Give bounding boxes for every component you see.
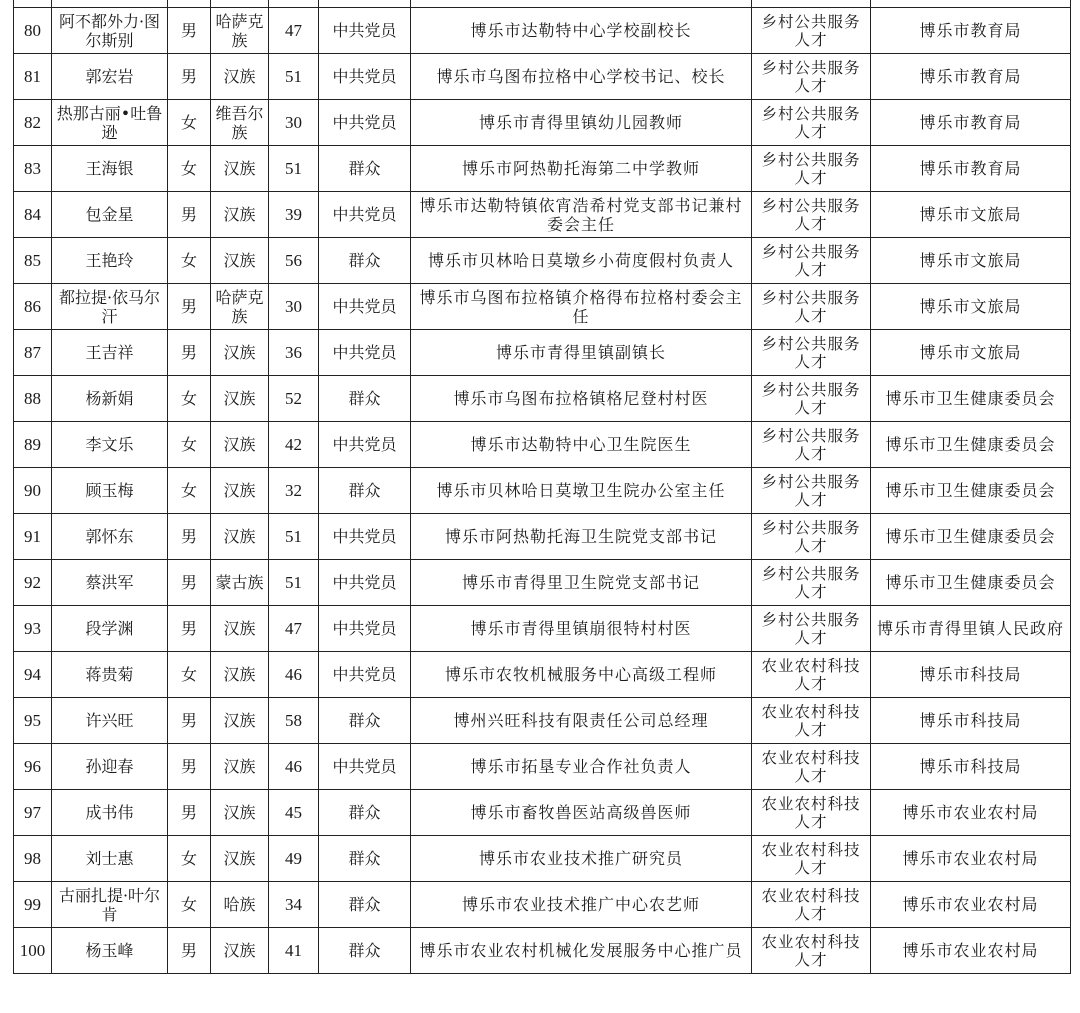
- ethnicity-cell: 汉族: [211, 238, 269, 284]
- position-cell: 博乐市农业技术推广研究员: [411, 836, 752, 882]
- recommending-unit-cell: 博乐市文旅局: [871, 192, 1071, 238]
- age-cell: 51: [269, 514, 319, 560]
- position-cell: 博乐市青得里镇副镇长: [411, 330, 752, 376]
- age-cell: 51: [269, 146, 319, 192]
- ethnicity-cell: 汉族: [211, 330, 269, 376]
- political-status-cell: 群众: [319, 468, 411, 514]
- political-status-cell: 中共党员: [319, 560, 411, 606]
- talent-category-cell: 农业农村科技人才: [752, 698, 871, 744]
- name-cell: 包金星: [52, 192, 168, 238]
- gender-cell: 男: [168, 192, 211, 238]
- gender-cell: 女: [168, 376, 211, 422]
- name-cell: 李文乐: [52, 422, 168, 468]
- position-cell: 博乐市贝林哈日莫墩乡小荷度假村负责人: [411, 238, 752, 284]
- name-cell: 蒋贵菊: [52, 652, 168, 698]
- row-number-cell: 91: [14, 514, 52, 560]
- ethnicity-cell: 蒙古族: [211, 560, 269, 606]
- talent-category-cell: 乡村公共服务人才: [752, 330, 871, 376]
- ethnicity-cell: 汉族: [211, 514, 269, 560]
- table-row: [14, 882, 1071, 928]
- age-cell: 42: [269, 422, 319, 468]
- name-cell: 成书伟: [52, 790, 168, 836]
- position-cell: 博乐市达勒特中心卫生院医生: [411, 422, 752, 468]
- name-cell: 古丽扎提·叶尔肯: [52, 882, 168, 928]
- table-row: [14, 238, 1071, 284]
- ethnicity-cell: 汉族: [211, 606, 269, 652]
- age-cell: 45: [269, 790, 319, 836]
- name-cell: 王艳玲: [52, 238, 168, 284]
- gender-cell: 女: [168, 836, 211, 882]
- talent-category-cell: 乡村公共服务人才: [752, 284, 871, 330]
- age-cell: 47: [269, 8, 319, 54]
- recommending-unit-cell: 博乐市卫生健康委员会: [871, 514, 1071, 560]
- age-cell: 58: [269, 698, 319, 744]
- table-row-partial: [14, 0, 1071, 8]
- age-cell: 36: [269, 330, 319, 376]
- political-status-cell: 群众: [319, 836, 411, 882]
- table-row: [14, 606, 1071, 652]
- gender-cell: 女: [168, 146, 211, 192]
- political-status-cell: 中共党员: [319, 8, 411, 54]
- name-cell: 热那古丽•吐鲁逊: [52, 100, 168, 146]
- gender-cell: 男: [168, 560, 211, 606]
- row-number-cell: 81: [14, 54, 52, 100]
- ethnicity-cell: 汉族: [211, 376, 269, 422]
- position-cell: 博乐市畜牧兽医站高级兽医师: [411, 790, 752, 836]
- recommending-unit-cell: 博乐市卫生健康委员会: [871, 560, 1071, 606]
- recommending-unit-cell: 博乐市农业农村局: [871, 790, 1071, 836]
- political-status-cell: 中共党员: [319, 422, 411, 468]
- gender-cell: 男: [168, 790, 211, 836]
- row-number-cell: 82: [14, 100, 52, 146]
- political-status-cell: 群众: [319, 238, 411, 284]
- talent-category-cell: 农业农村科技人才: [752, 928, 871, 974]
- row-number-cell: 88: [14, 376, 52, 422]
- recommending-unit-cell: 博乐市农业农村局: [871, 836, 1071, 882]
- row-number-cell: 89: [14, 422, 52, 468]
- position-cell: 博乐市农业农村机械化发展服务中心推广员: [411, 928, 752, 974]
- position-cell: 博乐市农业技术推广中心农艺师: [411, 882, 752, 928]
- position-cell: 博州兴旺科技有限责任公司总经理: [411, 698, 752, 744]
- position-cell: 博乐市阿热勒托海第二中学教师: [411, 146, 752, 192]
- position-cell: 博乐市贝林哈日莫墩卫生院办公室主任: [411, 468, 752, 514]
- gender-cell: 女: [168, 422, 211, 468]
- gender-cell: 女: [168, 652, 211, 698]
- table-row: [14, 514, 1071, 560]
- gender-cell: 男: [168, 698, 211, 744]
- ethnicity-cell: 哈萨克族: [211, 8, 269, 54]
- position-cell: 博乐市拓垦专业合作社负责人: [411, 744, 752, 790]
- recommending-unit-cell: 博乐市教育局: [871, 54, 1071, 100]
- recommending-unit-cell: 博乐市教育局: [871, 146, 1071, 192]
- row-number-cell: 100: [14, 928, 52, 974]
- gender-cell: 女: [168, 468, 211, 514]
- ethnicity-cell: 汉族: [211, 698, 269, 744]
- name-cell: 孙迎春: [52, 744, 168, 790]
- age-cell: 46: [269, 744, 319, 790]
- age-cell: 30: [269, 284, 319, 330]
- talent-category-cell: 乡村公共服务人才: [752, 54, 871, 100]
- talent-category-cell: 农业农村科技人才: [752, 836, 871, 882]
- table-row: [14, 422, 1071, 468]
- position-cell: 博乐市乌图布拉格中心学校书记、校长: [411, 54, 752, 100]
- table-row: [14, 192, 1071, 238]
- age-cell: 49: [269, 836, 319, 882]
- row-number-cell: 99: [14, 882, 52, 928]
- political-status-cell: 群众: [319, 928, 411, 974]
- name-cell: 刘士惠: [52, 836, 168, 882]
- position-cell: 博乐市阿热勒托海卫生院党支部书记: [411, 514, 752, 560]
- recommending-unit-cell: 博乐市教育局: [871, 100, 1071, 146]
- talent-list-table: [13, 0, 1071, 974]
- row-number-cell: 98: [14, 836, 52, 882]
- position-cell: 博乐市青得里镇崩很特村村医: [411, 606, 752, 652]
- recommending-unit-cell: 博乐市农业农村局: [871, 882, 1071, 928]
- ethnicity-cell: 汉族: [211, 192, 269, 238]
- recommending-unit-cell: 博乐市文旅局: [871, 284, 1071, 330]
- talent-category-cell: 农业农村科技人才: [752, 744, 871, 790]
- political-status-cell: 中共党员: [319, 514, 411, 560]
- recommending-unit-cell: 博乐市卫生健康委员会: [871, 422, 1071, 468]
- talent-category-cell: 乡村公共服务人才: [752, 146, 871, 192]
- position-cell: 博乐市达勒特中心学校副校长: [411, 8, 752, 54]
- age-cell: 52: [269, 376, 319, 422]
- row-number-cell: 96: [14, 744, 52, 790]
- political-status-cell: 群众: [319, 790, 411, 836]
- position-cell: 博乐市达勒特镇依宵浩希村党支部书记兼村委会主任: [411, 192, 752, 238]
- age-cell: 46: [269, 652, 319, 698]
- talent-category-cell: 乡村公共服务人才: [752, 192, 871, 238]
- gender-cell: 女: [168, 238, 211, 284]
- table-row: [14, 376, 1071, 422]
- talent-category-cell: 乡村公共服务人才: [752, 514, 871, 560]
- recommending-unit-cell: 博乐市农业农村局: [871, 928, 1071, 974]
- name-cell: 杨玉峰: [52, 928, 168, 974]
- age-cell: 34: [269, 882, 319, 928]
- row-number-cell: 83: [14, 146, 52, 192]
- ethnicity-cell: 汉族: [211, 928, 269, 974]
- political-status-cell: 群众: [319, 146, 411, 192]
- political-status-cell: 中共党员: [319, 192, 411, 238]
- ethnicity-cell: 汉族: [211, 744, 269, 790]
- row-number-cell: 84: [14, 192, 52, 238]
- table-row: [14, 146, 1071, 192]
- political-status-cell: 中共党员: [319, 606, 411, 652]
- table-row: [14, 698, 1071, 744]
- position-cell: 博乐市农牧机械服务中心高级工程师: [411, 652, 752, 698]
- political-status-cell: 群众: [319, 376, 411, 422]
- talent-category-cell: 农业农村科技人才: [752, 882, 871, 928]
- name-cell: 郭宏岩: [52, 54, 168, 100]
- recommending-unit-cell: 博乐市文旅局: [871, 238, 1071, 284]
- name-cell: 蔡洪军: [52, 560, 168, 606]
- political-status-cell: 中共党员: [319, 652, 411, 698]
- talent-category-cell: 乡村公共服务人才: [752, 560, 871, 606]
- recommending-unit-cell: 博乐市青得里镇人民政府: [871, 606, 1071, 652]
- recommending-unit-cell: 博乐市卫生健康委员会: [871, 376, 1071, 422]
- political-status-cell: 群众: [319, 698, 411, 744]
- political-status-cell: 中共党员: [319, 100, 411, 146]
- recommending-unit-cell: 博乐市卫生健康委员会: [871, 468, 1071, 514]
- row-number-cell: 92: [14, 560, 52, 606]
- name-cell: 都拉提·依马尔汗: [52, 284, 168, 330]
- table-row: [14, 100, 1071, 146]
- row-number-cell: 93: [14, 606, 52, 652]
- gender-cell: 女: [168, 100, 211, 146]
- table-row: [14, 836, 1071, 882]
- row-number-cell: 90: [14, 468, 52, 514]
- gender-cell: 男: [168, 330, 211, 376]
- ethnicity-cell: 汉族: [211, 790, 269, 836]
- talent-category-cell: 乡村公共服务人才: [752, 468, 871, 514]
- age-cell: 41: [269, 928, 319, 974]
- row-number-cell: 85: [14, 238, 52, 284]
- ethnicity-cell: 哈族: [211, 882, 269, 928]
- position-cell: 博乐市乌图布拉格镇介格得布拉格村委会主任: [411, 284, 752, 330]
- name-cell: 杨新娟: [52, 376, 168, 422]
- age-cell: 56: [269, 238, 319, 284]
- table-row: [14, 8, 1071, 54]
- age-cell: 30: [269, 100, 319, 146]
- name-cell: 王吉祥: [52, 330, 168, 376]
- row-number-cell: 94: [14, 652, 52, 698]
- name-cell: 阿不都外力·图尔斯别: [52, 8, 168, 54]
- name-cell: 顾玉梅: [52, 468, 168, 514]
- table-row: [14, 330, 1071, 376]
- gender-cell: 男: [168, 928, 211, 974]
- recommending-unit-cell: 博乐市科技局: [871, 744, 1071, 790]
- ethnicity-cell: 汉族: [211, 652, 269, 698]
- row-number-cell: 97: [14, 790, 52, 836]
- table-row: [14, 928, 1071, 974]
- talent-category-cell: 乡村公共服务人才: [752, 238, 871, 284]
- row-number-cell: 87: [14, 330, 52, 376]
- age-cell: 51: [269, 54, 319, 100]
- ethnicity-cell: 汉族: [211, 422, 269, 468]
- talent-category-cell: 乡村公共服务人才: [752, 376, 871, 422]
- table-row: [14, 468, 1071, 514]
- gender-cell: 男: [168, 514, 211, 560]
- gender-cell: 男: [168, 284, 211, 330]
- age-cell: 51: [269, 560, 319, 606]
- talent-category-cell: 乡村公共服务人才: [752, 8, 871, 54]
- gender-cell: 男: [168, 744, 211, 790]
- age-cell: 32: [269, 468, 319, 514]
- political-status-cell: 中共党员: [319, 744, 411, 790]
- position-cell: 博乐市青得里卫生院党支部书记: [411, 560, 752, 606]
- row-number-cell: 86: [14, 284, 52, 330]
- table-row: [14, 560, 1071, 606]
- gender-cell: 男: [168, 8, 211, 54]
- talent-category-cell: 乡村公共服务人才: [752, 100, 871, 146]
- row-number-cell: 95: [14, 698, 52, 744]
- age-cell: 39: [269, 192, 319, 238]
- ethnicity-cell: 汉族: [211, 146, 269, 192]
- table-row: [14, 790, 1071, 836]
- name-cell: 许兴旺: [52, 698, 168, 744]
- ethnicity-cell: 汉族: [211, 54, 269, 100]
- name-cell: 王海银: [52, 146, 168, 192]
- political-status-cell: 中共党员: [319, 284, 411, 330]
- name-cell: 段学渊: [52, 606, 168, 652]
- talent-category-cell: 农业农村科技人才: [752, 652, 871, 698]
- recommending-unit-cell: 博乐市文旅局: [871, 330, 1071, 376]
- ethnicity-cell: 哈萨克族: [211, 284, 269, 330]
- name-cell: 郭怀东: [52, 514, 168, 560]
- talent-category-cell: 农业农村科技人才: [752, 790, 871, 836]
- gender-cell: 男: [168, 54, 211, 100]
- recommending-unit-cell: 博乐市教育局: [871, 8, 1071, 54]
- gender-cell: 女: [168, 882, 211, 928]
- political-status-cell: 中共党员: [319, 54, 411, 100]
- recommending-unit-cell: 博乐市科技局: [871, 698, 1071, 744]
- talent-category-cell: 乡村公共服务人才: [752, 606, 871, 652]
- table-row: [14, 652, 1071, 698]
- political-status-cell: 中共党员: [319, 330, 411, 376]
- table-row: [14, 744, 1071, 790]
- ethnicity-cell: 维吾尔族: [211, 100, 269, 146]
- position-cell: 博乐市乌图布拉格镇格尼登村村医: [411, 376, 752, 422]
- political-status-cell: 群众: [319, 882, 411, 928]
- age-cell: 47: [269, 606, 319, 652]
- gender-cell: 男: [168, 606, 211, 652]
- ethnicity-cell: 汉族: [211, 468, 269, 514]
- row-number-cell: 80: [14, 8, 52, 54]
- ethnicity-cell: 汉族: [211, 836, 269, 882]
- talent-list-document: [13, 0, 1070, 974]
- position-cell: 博乐市青得里镇幼儿园教师: [411, 100, 752, 146]
- table-row: [14, 284, 1071, 330]
- talent-category-cell: 乡村公共服务人才: [752, 422, 871, 468]
- table-row: [14, 54, 1071, 100]
- recommending-unit-cell: 博乐市科技局: [871, 652, 1071, 698]
